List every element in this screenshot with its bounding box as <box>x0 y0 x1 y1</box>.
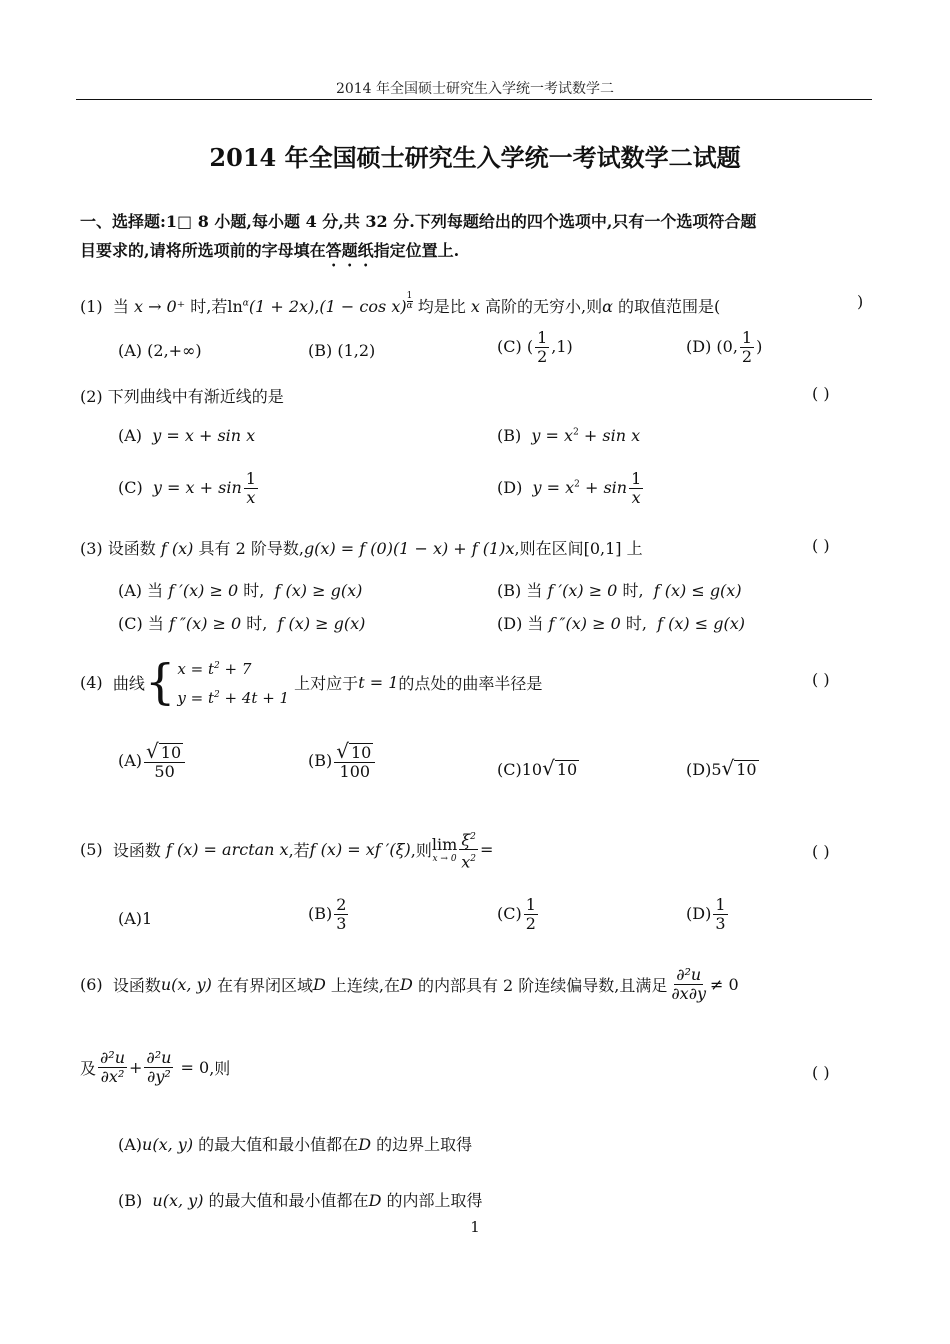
option-coef: 5 <box>711 760 722 779</box>
frac-num <box>334 739 375 763</box>
q6-D2: D <box>400 975 413 994</box>
fraction <box>669 966 708 1003</box>
option-cond: f ′(x) ≥ 0 <box>547 581 618 600</box>
q6-u: u(x, y) <box>160 975 212 994</box>
q1-expr2: (1 − cos x) <box>319 297 407 316</box>
q6-option-a <box>118 1132 472 1155</box>
option-D: D <box>358 1135 372 1154</box>
option-label: (A) <box>118 341 143 360</box>
option-label: (D) <box>686 904 712 923</box>
eq1-post: + 7 <box>219 660 252 678</box>
q5-f: f (x) = arctan x <box>165 840 289 860</box>
fraction <box>144 1049 173 1086</box>
frac-num <box>144 739 185 763</box>
q1-alpha: α <box>602 297 613 316</box>
option-sup: 2 <box>574 479 580 490</box>
q1-option-a <box>118 341 202 360</box>
eq2-pre: y = t <box>177 689 215 707</box>
eq1-sup: 2 <box>214 661 220 671</box>
q5-text-a: 设函数 <box>112 841 161 861</box>
option-text: y = x + sin x <box>152 426 256 445</box>
radicand: 10 <box>556 760 578 779</box>
option-post: + sin x <box>578 426 641 445</box>
q6-and: 及 <box>80 1059 97 1078</box>
frac-den: 2 <box>741 347 753 366</box>
option-pre: y = x + sin <box>152 478 242 497</box>
option-label: (B) <box>308 341 333 360</box>
q2-number: (2) <box>80 387 103 406</box>
q4-option-c <box>497 756 579 780</box>
q6-answer-paren: ( ) <box>812 1063 830 1082</box>
frac-num: 1 <box>741 328 753 347</box>
fraction <box>334 896 348 933</box>
q6-lap-eq: = 0 <box>180 1058 210 1077</box>
x: x <box>461 852 471 872</box>
question-2-stem <box>80 384 284 407</box>
radicand: 10 <box>736 760 757 779</box>
frac-den: 3 <box>336 914 347 933</box>
section-line2-a: 目要求的,请将所选项前的字母填在 <box>80 241 326 260</box>
option-label: (A) <box>118 909 143 928</box>
option-label: (C) <box>497 904 522 923</box>
q1-text-e: 的取值范围是( <box>617 297 721 316</box>
x-sup: 2 <box>470 854 476 865</box>
option-label: (A) <box>118 1135 143 1154</box>
q5-answer-paren: ( ) <box>812 842 830 861</box>
sqrt-icon: √ <box>336 739 349 763</box>
q1-answer-close: ) <box>857 292 864 311</box>
option-b: 时, <box>243 581 265 600</box>
option-label: (B) <box>308 904 333 923</box>
option-post: ,1) <box>551 337 573 356</box>
section-heading-line2 <box>80 238 459 270</box>
header-rule <box>76 99 872 100</box>
fraction <box>629 470 643 507</box>
q3-f: f (x) <box>160 539 194 558</box>
option-label: (A) <box>118 751 143 770</box>
q4-option-b <box>308 739 377 781</box>
question-5-stem <box>80 828 493 872</box>
q1-ln-arg: (1 + 2x) <box>248 297 315 316</box>
q5-number: (5) <box>80 840 103 860</box>
q4-number: (4) <box>80 672 103 692</box>
frac-num: ∂²u <box>676 965 702 984</box>
q1-text-c: 均是比 <box>417 297 466 316</box>
q5-text-c: ,则 <box>410 841 432 861</box>
radicand: 10 <box>351 743 372 762</box>
frac-den <box>459 850 478 871</box>
lim-text: lim <box>431 835 458 855</box>
fraction <box>713 896 727 933</box>
sqrt-icon: √ <box>146 739 159 763</box>
frac-den: x <box>631 488 641 507</box>
left-brace: { <box>144 654 176 710</box>
q6-then: ,则 <box>209 1059 231 1078</box>
option-label: (B) <box>308 751 333 770</box>
q3-option-b <box>497 578 742 601</box>
running-header: 2014 年全国硕士研究生入学统一考试数学二 <box>335 81 615 97</box>
q1-option-d <box>686 329 762 366</box>
q6-D: D <box>313 975 326 994</box>
option-sup: 2 <box>573 427 579 438</box>
frac-den: 100 <box>339 762 371 781</box>
option-label: (C) <box>497 337 522 356</box>
option-pre: ( <box>526 337 534 356</box>
q2-option-b <box>497 426 640 445</box>
q6-text-c: 上连续,在 <box>330 976 401 995</box>
frac-den: ∂x∂y <box>671 984 706 1003</box>
frac-num: 2 <box>336 895 347 914</box>
option-res: f (x) ≤ g(x) <box>657 614 745 633</box>
q1-exp-num: 1 <box>406 291 413 301</box>
system-eq1 <box>177 653 289 682</box>
option-label: (C) <box>497 760 522 779</box>
q1-exp-den: α <box>406 301 413 311</box>
option-pre: y = x <box>531 426 574 445</box>
frac-num: 1 <box>715 895 726 914</box>
option-cond: f ′(x) ≥ 0 <box>168 581 239 600</box>
option-label: (B) <box>497 426 522 445</box>
q3-option-d <box>497 611 745 634</box>
option-coef: 10 <box>521 760 543 779</box>
option-b: 时, <box>622 581 644 600</box>
option-a: 当 <box>147 614 164 633</box>
q1-text-d: 高阶的无穷小,则 <box>484 297 603 316</box>
q3-g: g(x) = f (0)(1 − x) + f (1)x <box>303 539 515 558</box>
option-a: 当 <box>526 581 543 600</box>
option-text: (2,+∞) <box>147 341 202 360</box>
q6-neq: ≠ 0 <box>710 975 739 994</box>
q6-text-b: 在有界闭区域 <box>216 976 313 995</box>
option-a: 的最大值和最小值都在 <box>198 1135 359 1154</box>
lim-sub: x → 0 <box>432 854 457 865</box>
xi-sup: 2 <box>470 832 476 842</box>
question-1-stem <box>80 292 720 317</box>
q6-option-b <box>118 1188 483 1211</box>
eq1-pre: x = t <box>177 660 214 678</box>
option-b: 时, <box>625 614 647 633</box>
option-label: (D) <box>497 478 523 497</box>
frac-den: 2 <box>525 914 536 933</box>
option-b: 时, <box>246 614 268 633</box>
q3-text-b: 具有 2 阶导数, <box>198 539 304 558</box>
q4-text-c: 的点处的曲率半径是 <box>398 673 543 693</box>
q4-text-b: 上对应于 <box>294 673 359 693</box>
q1-sep: , <box>314 297 320 316</box>
q1-option-b <box>308 341 375 360</box>
option-label: (A) <box>118 581 143 600</box>
option-a: 当 <box>527 614 544 633</box>
fraction <box>244 470 258 507</box>
sqrt-icon: √ <box>542 756 555 780</box>
option-res: f (x) ≥ g(x) <box>277 614 366 633</box>
page-title: 2014 年全国硕士研究生入学统一考试数学二试题 <box>209 143 741 172</box>
frac-den: 50 <box>154 762 175 781</box>
q5-option-c <box>497 896 540 933</box>
q2-option-c <box>118 470 260 507</box>
option-label: (B) <box>118 1191 143 1210</box>
option-a: 的最大值和最小值都在 <box>208 1191 369 1210</box>
q5-equals: = <box>480 840 494 860</box>
option-label: (C) <box>118 478 143 497</box>
page-number: 1 <box>470 1218 480 1236</box>
parametric-system <box>145 653 289 711</box>
q5-option-a <box>118 909 152 928</box>
question-4-stem <box>80 653 542 711</box>
q4-text-a: 曲线 <box>112 673 145 693</box>
option-label: (D) <box>686 337 712 356</box>
frac-den: ∂y² <box>147 1067 171 1086</box>
q1-cond: x → 0⁺ <box>133 297 186 316</box>
fraction <box>144 739 185 781</box>
option-res: f (x) ≤ g(x) <box>653 581 742 600</box>
option-cond: f ″(x) ≥ 0 <box>168 614 242 633</box>
option-D: D <box>368 1191 382 1210</box>
limit-operator <box>432 835 457 864</box>
q2-option-a <box>118 426 255 445</box>
section-line2-emphasis: 答题纸 <box>325 241 374 260</box>
q2-option-d <box>497 470 645 507</box>
option-cond: f ″(x) ≥ 0 <box>548 614 621 633</box>
eq2-sup: 2 <box>214 690 220 700</box>
option-b: 的内部上取得 <box>386 1191 483 1210</box>
frac-num: 1 <box>631 469 642 488</box>
frac-num: 1 <box>245 469 256 488</box>
section-line2-b: 指定位置上. <box>373 241 460 260</box>
q5-option-b <box>308 896 350 933</box>
fraction <box>740 329 754 366</box>
option-pre: (0, <box>716 337 738 356</box>
q6-number: (6) <box>80 975 103 994</box>
option-pre: y = x <box>532 478 575 497</box>
section-heading-line1: 一、选择题:1□ 8 小题,每小题 4 分,共 32 分.下列每题给出的四个选项中,只有一个选项符合题 <box>80 212 757 231</box>
option-text: (1,2) <box>337 341 376 360</box>
option-b: 的边界上取得 <box>376 1135 473 1154</box>
option-u: u(x, y) <box>142 1135 194 1154</box>
q5-g: f (x) = xf ′(ξ) <box>309 840 411 860</box>
q6-plus: + <box>129 1058 143 1077</box>
frac-num <box>459 828 478 850</box>
q4-answer-paren: ( ) <box>812 670 830 689</box>
fraction <box>98 1049 127 1086</box>
option-a: 当 <box>147 581 164 600</box>
frac-den: ∂x² <box>100 1067 125 1086</box>
option-text: 1 <box>142 909 153 928</box>
q1-number: (1) <box>80 297 103 316</box>
q1-x: x <box>470 297 480 316</box>
option-res: f (x) ≥ g(x) <box>274 581 363 600</box>
fraction <box>459 828 478 872</box>
q5-text-b: ,若 <box>288 841 310 861</box>
q4-option-d <box>686 756 759 780</box>
frac-num: ∂²u <box>100 1048 126 1067</box>
option-label: (B) <box>497 581 522 600</box>
frac-den: 2 <box>537 347 548 366</box>
eq2-post: + 4t + 1 <box>219 689 290 707</box>
frac-den: 3 <box>715 914 726 933</box>
question-6-condition <box>80 1049 230 1086</box>
option-mid: + sin <box>579 478 628 497</box>
option-label: (C) <box>118 614 143 633</box>
q1-text-b: 时,若 <box>190 297 228 316</box>
q4-t: t = 1 <box>358 672 399 692</box>
q1-ln: ln <box>227 297 243 316</box>
q3-option-a <box>118 578 362 601</box>
fraction <box>535 329 549 366</box>
q6-text-d: 的内部具有 2 阶连续偏导数,且满足 <box>417 976 668 995</box>
q2-answer-paren: ( ) <box>812 384 830 403</box>
frac-num: 1 <box>525 895 536 914</box>
system-eq2 <box>177 682 289 711</box>
q3-answer-paren: ( ) <box>812 536 830 555</box>
q6-text-a: 设函数 <box>112 976 161 995</box>
q3-number: (3) <box>80 539 103 558</box>
question-3-stem <box>80 536 643 559</box>
q1-text-a: 当 <box>112 297 129 316</box>
q1-option-c <box>497 329 573 366</box>
q1-ln-sup: α <box>242 298 249 309</box>
q5-option-d <box>686 896 730 933</box>
frac-num: 1 <box>537 328 548 347</box>
fraction <box>334 739 375 781</box>
q4-option-a <box>118 739 187 781</box>
xi: ξ <box>461 830 471 850</box>
q3-text-a: 设函数 <box>107 539 156 558</box>
q3-option-c <box>118 611 365 634</box>
option-label: (D) <box>497 614 523 633</box>
option-u: u(x, y) <box>152 1191 204 1210</box>
question-6-stem <box>80 966 739 1003</box>
fraction <box>524 896 538 933</box>
frac-num: ∂²u <box>146 1048 172 1067</box>
option-post: ) <box>756 337 763 356</box>
option-label: (A) <box>118 426 143 445</box>
sqrt-icon: √ <box>721 756 735 780</box>
option-label: (D) <box>686 760 712 779</box>
q2-text: 下列曲线中有渐近线的是 <box>107 387 284 406</box>
q3-text-c: ,则在区间[0,1] 上 <box>514 539 643 558</box>
radicand: 10 <box>160 743 182 762</box>
frac-den: x <box>246 488 256 507</box>
